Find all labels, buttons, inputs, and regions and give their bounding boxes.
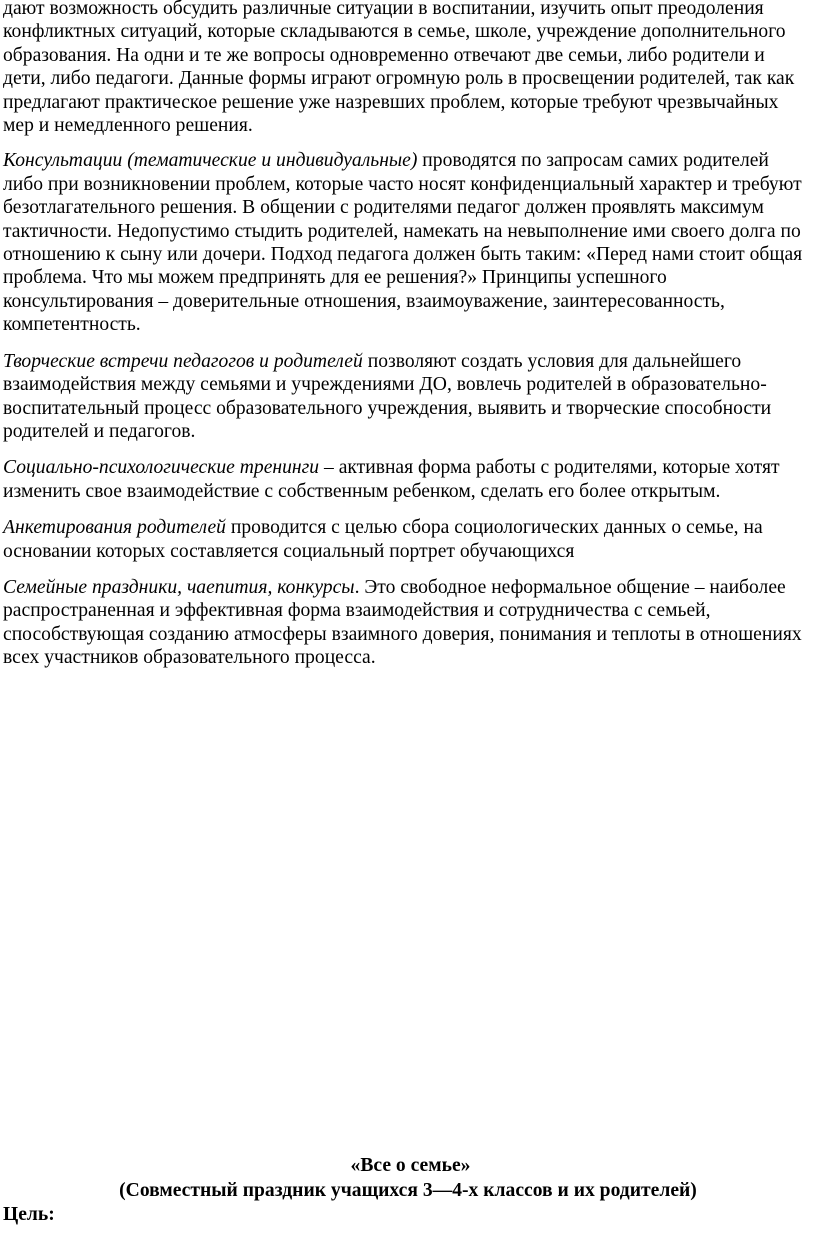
event-header bbox=[0, 1154, 816, 1228]
paragraph-text: проводятся по запросам самих родителей либо при возникновении проблем, которые часто носят конфиденциальный характер и требуют безотлагательного решения. В общении с родителями педагог должен проявлять максимум тактичности. Недопустимо стыдить родителей, намекать на невыполнение ими своего долга по отношению к сыну или дочери. Подход педагога должен быть таким: «Перед нами стоит общая проблема. Что мы можем предпринять для ее решения?» Принципы успешного консультирования – доверительные отношения, взаимоуважение, заинтересованность, компетентность. bbox=[3, 150, 803, 336]
paragraph-consultations bbox=[3, 149, 811, 336]
paragraph-lead-italic: Социально-психологические тренинги bbox=[3, 457, 320, 479]
paragraph-discussion-forms bbox=[3, 0, 811, 137]
paragraph-text: дают возможность обсудить различные ситуации в воспитании, изучить опыт преодоления конфликтных ситуаций, которые складываются в семье, школе, учреждение дополнительного образования. На одни и те же вопросы одновременно отвечают две семьи, либо родители и дети, либо педагоги. Данные формы играют огромную роль в просвещении родителей, так как предлагают практическое решение уже назревших проблем, которые требуют чрезвычайных мер и немедленного решения. bbox=[3, 0, 795, 137]
paragraph-text: проводится с целью сбора социологических данных о семье, на основании которых составляется социальный портрет обучающихся bbox=[3, 517, 763, 562]
paragraph-lead-italic: Семейные праздники, чаепития, конкурсы bbox=[3, 576, 355, 598]
paragraph-surveys bbox=[3, 516, 811, 563]
paragraph-lead-italic: Консультации (тематические и индивидуальные) bbox=[3, 150, 418, 172]
event-title: «Все о семье» bbox=[350, 1155, 471, 1176]
paragraph-lead-italic: Анкетирования родителей bbox=[3, 517, 226, 539]
paragraph-creative-meetings bbox=[3, 350, 811, 444]
paragraph-text: . Это свободное неформальное общение – наиболее распространенная и эффективная форма взаимодействия и сотрудничества с семьей, способствующая созданию атмосферы взаимного доверия, понимания и теплоты в отношениях всех участников образовательного процесса. bbox=[3, 576, 802, 669]
goal-label: Цель: bbox=[3, 1204, 55, 1225]
event-subtitle: (Совместный праздник учащихся 3—4-х классов и их родителей) bbox=[119, 1179, 697, 1201]
paragraph-trainings bbox=[3, 456, 811, 503]
paragraph-family-holidays bbox=[3, 576, 811, 670]
paragraph-text: – активная форма работы с родителями, которые хотят изменить свое взаимодействие с собственным ребенком, сделать его более открытым. bbox=[3, 457, 780, 502]
document-body bbox=[3, 0, 811, 683]
paragraph-text: позволяют создать условия для дальнейшего взаимодействия между семьями и учреждениями ДО, вовлечь родителей в образовательно-воспитательный процесс образовательного учреждения, выявить и творческие способности родителей и педагогов. bbox=[3, 350, 772, 442]
paragraph-lead-italic: Творческие встречи педагогов и родителей bbox=[3, 350, 363, 372]
